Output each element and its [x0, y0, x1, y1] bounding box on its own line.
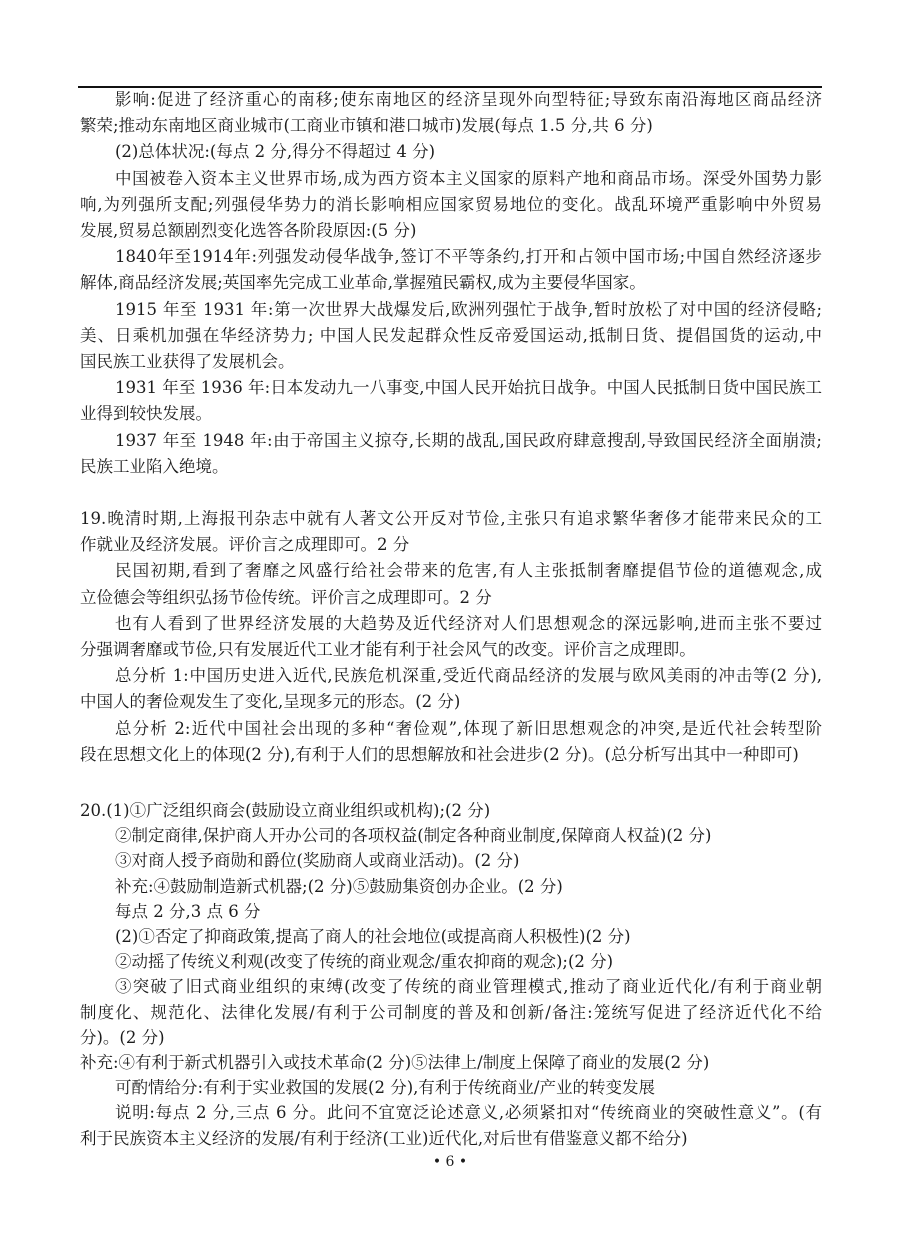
paragraph: [80, 139, 822, 165]
text-line: 中国被卷入资本主义世界市场,成为西方资本主义国家的原料产地和商品市场。深受外国势力影: [115, 168, 822, 188]
paragraph: [80, 848, 822, 873]
paragraph: [80, 1075, 822, 1100]
text-line: 总分析 1:中国历史进入近代,民族危机深重,受近代商品经济的发展与欧风美雨的冲击等(2 分),: [115, 666, 822, 686]
paragraph: [80, 823, 822, 848]
text-line: 分)。(2 分): [80, 1027, 165, 1047]
text-line: ②动摇了传统义利观(改变了传统的商业观念/重农抑商的观念);(2 分): [115, 952, 614, 972]
text-line: 19.晚清时期,上海报刊杂志中就有人著文公开反对节俭,主张只有追求繁华奢侈才能带来民众的工: [80, 509, 822, 528]
text-line: ③突破了旧式商业组织的束缚(改变了传统的商业管理模式,推动了商业近代化/有利于商业朝: [115, 977, 822, 997]
text-line: 繁荣;推动东南地区商业城市(工商业市镇和港口城市)发展(每点 1.5 分,共 6 分): [80, 116, 653, 136]
text-line: 利于民族资本主义经济的发展/有利于经济(工业)近代化,对后世有借鉴意义都不给分): [80, 1128, 688, 1148]
text-line: 分强调奢靡或节俭,只有发展近代工业才能有利于社会风气的改变。评价言之成理即。: [80, 640, 696, 660]
text-line: 说明:每点 2 分,三点 6 分。此问不宜宽泛论述意义,必须紧扣对“传统商业的突破性意义”。(有: [115, 1103, 822, 1123]
text-line: 每点 2 分,3 点 6 分: [115, 901, 261, 921]
text-line: 中国人的奢俭观发生了变化,呈现多元的形态。(2 分): [80, 692, 461, 712]
paragraph: [80, 924, 822, 949]
text-line: 段在思想文化上的体现(2 分),有利于人们的思想解放和社会进步(2 分)。(总分析写出其中一种即可): [80, 744, 799, 764]
paragraph: [80, 166, 822, 245]
text-line: 响,为列强所支配;列强侵华势力的消长影响相应国家贸易地位的变化。战乱环境严重影响中外贸易: [80, 194, 822, 214]
text-line: 20.(1)①广泛组织商会(鼓励设立商业组织或机构);(2 分): [80, 801, 491, 820]
paragraph: [80, 716, 822, 768]
paragraph: [80, 1050, 822, 1075]
text-line: 作就业及经济发展。评价言之成理即可。2 分: [80, 535, 410, 555]
text-line: 民国初期,看到了奢靡之风盛行给社会带来的危害,有人主张抵制奢靡提倡节俭的道德观念,成: [115, 561, 822, 581]
text-line: 总分析 2:近代中国社会出现的多种“奢俭观”,体现了新旧思想观念的冲突,是近代社会转型阶: [115, 718, 822, 738]
text-line: (2)总体状况:(每点 2 分,得分不得超过 4 分): [115, 142, 436, 162]
text-line: 1937 年至 1948 年:由于帝国主义掠夺,长期的战乱,国民政府肆意搜刮,导致国民经济全面崩溃;: [115, 430, 822, 450]
paragraph: [80, 663, 822, 715]
text-line: 补充:④有利于新式机器引入或技术革命(2 分)⑤法律上/制度上保障了商业的发展(2 分): [80, 1053, 710, 1073]
text-line: 可酌情给分:有利于实业救国的发展(2 分),有利于传统商业/产业的转变发展: [115, 1078, 655, 1098]
text-line: ③对商人授予商勋和爵位(奖励商人或商业活动)。(2 分): [115, 851, 520, 871]
paragraph: [80, 375, 822, 427]
text-line: 1840年至1914年:列强发动侵华战争,签订不平等条约,打开和占领中国市场;中国自然经济逐步: [115, 247, 822, 267]
text-line: 也有人看到了世界经济发展的大趋势及近代经济对人们思想观念的深远影响,进而主张不要过: [115, 613, 822, 633]
paragraph: [80, 558, 822, 610]
paragraph: [80, 428, 822, 480]
text-line: 1931 年至 1936 年:日本发动九一八事变,中国人民开始抗日战争。中国人民抵制日货中国民族工: [115, 378, 822, 398]
paragraph: [80, 87, 822, 139]
text-line: 补充:④鼓励制造新式机器;(2 分)⑤鼓励集资创办企业。(2 分): [115, 876, 563, 896]
paragraph: [80, 899, 822, 924]
answer-section-18-continued: [80, 87, 822, 480]
paragraph: [80, 297, 822, 376]
text-line: 发展,贸易总额剧烈变化选答各阶段原因:(5 分): [80, 221, 417, 241]
text-line: ②制定商律,保护商人开办公司的各项权益(制定各种商业制度,保障商人权益)(2 分): [115, 826, 712, 846]
paragraph: [80, 506, 822, 558]
paragraph: [80, 974, 822, 1050]
text-line: 影响:促进了经济重心的南移;使东南地区的经济呈现外向型特征;导致东南沿海地区商品经济: [115, 90, 822, 109]
paragraph: [80, 244, 822, 296]
text-line: 解体,商品经济发展;英国率先完成工业革命,掌握殖民霸权,成为主要侵华国家。: [80, 273, 646, 293]
paragraph: [80, 874, 822, 899]
page-number: • 6 •: [432, 1154, 468, 1170]
text-line: 1915 年至 1931 年:第一次世界大战爆发后,欧洲列强忙于战争,暂时放松了对中国的经济侵略;: [115, 299, 822, 319]
text-line: 立俭德会等组织弘扬节俭传统。评价言之成理即可。2 分: [80, 587, 492, 607]
text-line: 业得到较快发展。: [80, 404, 212, 424]
text-line: (2)①否定了抑商政策,提高了商人的社会地位(或提高商人积极性)(2 分): [115, 927, 631, 947]
paragraph: [80, 798, 822, 823]
text-line: 美、日乘机加强在华经济势力; 中国人民发起群众性反帝爱国运动,抵制日货、提倡国货的运动,中: [80, 325, 822, 345]
answer-section-20: [80, 798, 822, 1151]
text-line: 制度化、规范化、法律化发展/有利于公司制度的普及和创新/备注:笼统写促进了经济近代化不给: [80, 1002, 822, 1022]
paragraph: [80, 1100, 822, 1150]
answer-section-19: [80, 506, 822, 768]
text-line: 民族工业陷入绝境。: [80, 456, 229, 476]
text-line: 国民族工业获得了发展机会。: [80, 352, 295, 372]
paragraph: [80, 949, 822, 974]
paragraph: [80, 611, 822, 663]
